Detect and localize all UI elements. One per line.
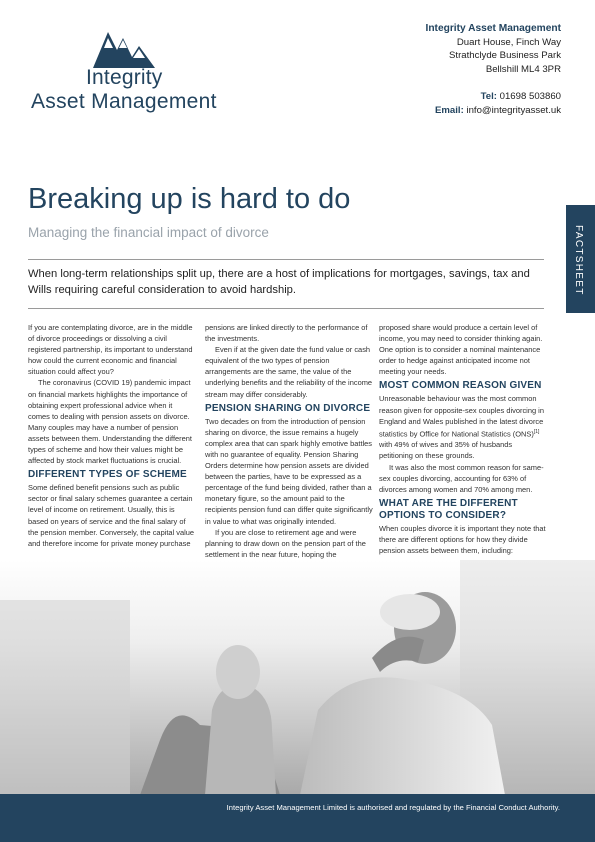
paragraph: The coronavirus (COVID 19) pandemic impact on financial markets highlights the importance of obtaining expert professional advice when it comes to dealing with pension assets on divorce. Many couples may have a number of pension assets between them. Understanding the different types of scheme and how their values might be affected by stock market fluctuations is crucial.: [28, 378, 193, 466]
company-name: Integrity Asset Management: [425, 23, 561, 34]
phone-label: Tel:: [480, 91, 497, 103]
paragraph: When couples divorce it is important they note that there are different options for how they divide pension assets between them, including:: [379, 523, 546, 555]
divider-top: [28, 259, 544, 260]
paragraph: Some defined benefit pensions such as public sector or final salary schemes guarantee a certain level of income on retirement. Usually, this is based on years of service and the final salary of the pension member. Conversely, the capital value and therefore income for private money purchase: [28, 483, 195, 548]
company-logo: [28, 22, 228, 117]
mountain-logo-icon: [93, 24, 155, 68]
email-label: Email:: [435, 104, 464, 116]
column-2: [205, 322, 373, 560]
factsheet-tab: [566, 205, 595, 313]
factsheet-tab-label: FACTSHEET: [573, 225, 584, 296]
page-subtitle: Managing the financial impact of divorce: [28, 225, 269, 240]
paragraph: If you are close to retirement age and were planning to draw down on the pension part of the settlement in the near future, hoping the: [205, 527, 366, 559]
email-line: [426, 104, 562, 118]
paragraph-text: Unreasonable behaviour was the most common reason given for opposite-sex couples divorcing in England and Wales published in the latest divorce statistics by Office for National Statistics (ONS): [379, 394, 544, 439]
paragraph: pensions are linked directly to the performance of the investments.: [205, 323, 368, 344]
page-title: Breaking up is hard to do: [28, 183, 351, 215]
column-3: [379, 322, 547, 556]
logo-line2: Asset Management: [31, 90, 217, 113]
section-heading: PENSION SHARING ON DIVORCE: [205, 402, 371, 414]
paragraph: Two decades on from the introduction of pension sharing on divorce, the issue remains a hugely complex area that can spark highly emotive battles with no guarantee of equality. Pension Sharing Orders determine how pension assets are divided between the parties, have to be expressed as a percentage of the fund being divided, rather than a monetary figure, so the amount paid to the recipients pension fund can differ quite significantly in value to what was originally intended.: [205, 416, 373, 526]
address-line2: Strathclyde Business Park: [449, 50, 561, 62]
hero-photo: [0, 560, 595, 795]
footnote-ref: [1]: [533, 428, 540, 435]
paragraph: Even if at the given date the fund value or cash equivalent of the two types of pension arrangements are the same, the value of the underlying benefits and the reliability of the income stream may differ considerably.: [205, 345, 373, 399]
paragraph: It was also the most common reason for same-sex couples divorcing, accounting for 63% of divorces among women and 70% among men.: [379, 462, 544, 494]
paragraph: [379, 393, 547, 461]
column-1: [28, 322, 196, 549]
intro-text: When long-term relationships split up, there are a host of implications for mortgages, savings, tax and Wills requiring careful consideration to avoid hardship.: [28, 268, 530, 296]
section-heading: MOST COMMON REASON GIVEN: [379, 380, 542, 392]
contact-block: [426, 22, 562, 118]
phone-line: [426, 90, 562, 104]
section-heading: DIFFERENT TYPES OF SCHEME: [28, 469, 187, 481]
phone-number[interactable]: 01698 503860: [499, 91, 561, 103]
divider-bottom: [28, 308, 544, 309]
paragraph-text: with 49% of wives and 35% of husbands petitioning on these grounds.: [379, 440, 513, 461]
email-address[interactable]: info@integrityasset.uk: [466, 104, 561, 116]
paragraph: If you are contemplating divorce, are in the middle of divorce proceedings or dissolving a civil registered partnership, its important to understand how could the current economic and financial situation could affect you?: [28, 323, 193, 377]
address-line3: Bellshill ML4 3PR: [485, 63, 561, 75]
section-heading: WHAT ARE THE DIFFERENT OPTIONS TO CONSIDER?: [379, 497, 518, 521]
address-line1: Duart House, Finch Way: [456, 36, 561, 48]
paragraph: proposed share would produce a certain level of income, you may need to consider thinking again. One option is to consider a nominal maintenance order to hedge against anticipated income not meeting your needs.: [379, 323, 543, 377]
logo-line1: Integrity: [86, 66, 163, 89]
footer-bar: [0, 794, 595, 842]
footer-regulatory-text: Integrity Asset Management Limited is authorised and regulated by the Financial Conduct Authority.: [226, 803, 560, 812]
